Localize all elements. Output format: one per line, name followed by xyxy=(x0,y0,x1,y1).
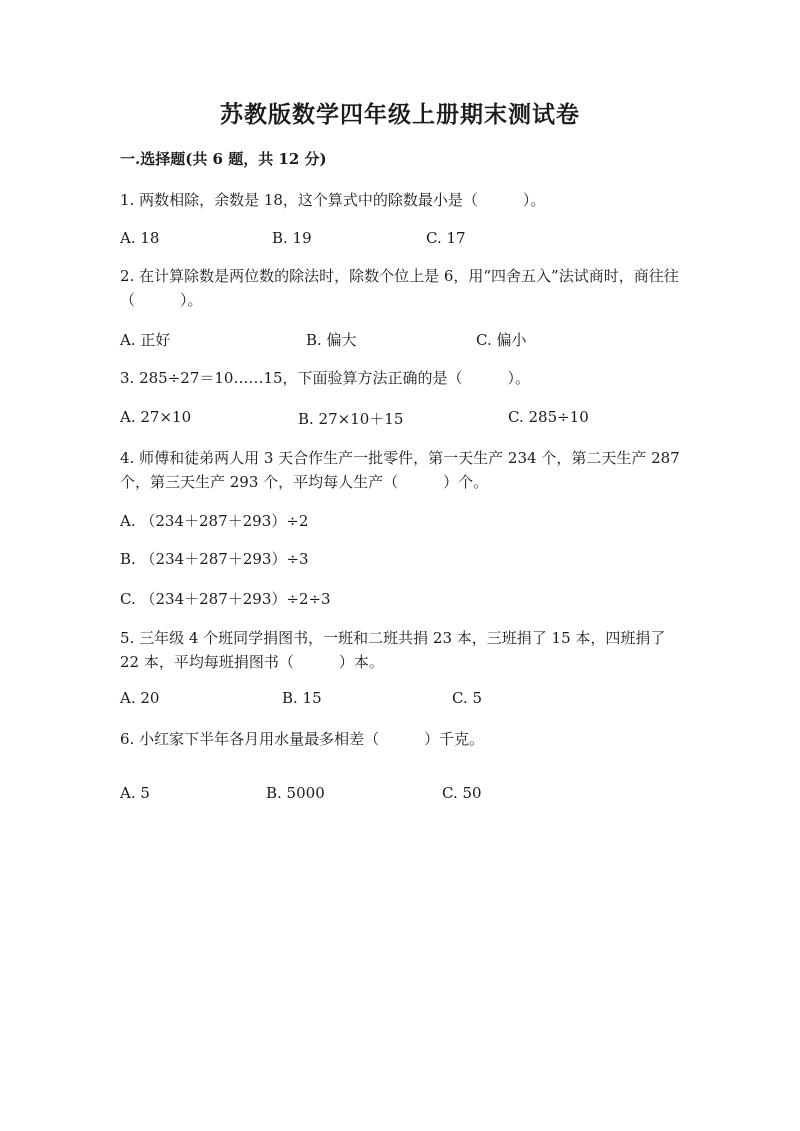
question-1: 1. 两数相除，余数是 18，这个算式中的除数最小是（ ）。 xyxy=(120,191,546,209)
option-b[interactable]: B. 19 xyxy=(272,229,312,247)
option-a[interactable]: A. 20 xyxy=(120,689,160,707)
page-title: 苏教版数学四年级上册期末测试卷 xyxy=(220,101,580,128)
question-1-options xyxy=(120,229,720,251)
option-a[interactable]: A. （234＋287＋293）÷2 xyxy=(120,512,309,530)
option-b[interactable]: B. 5000 xyxy=(266,784,325,802)
option-c[interactable]: C. 17 xyxy=(426,229,466,247)
option-c[interactable]: C. （234＋287＋293）÷2÷3 xyxy=(120,590,331,608)
question-5-options xyxy=(120,689,720,711)
option-a[interactable]: A. 5 xyxy=(120,784,150,802)
question-6-options xyxy=(120,784,720,806)
question-5: 5. 三年级 4 个班同学捐图书，一班和二班共捐 23 本，三班捐了 15 本，四班捐了 22 本，平均每班捐图书（ ）本。 xyxy=(120,629,666,671)
question-6: 6. 小红家下半年各月用水量最多相差（ ）千克。 xyxy=(120,730,485,748)
question-2: 2. 在计算除数是两位数的除法时，除数个位上是 6，用“四舍五入”法试商时，商往往（ ）。 xyxy=(120,267,679,309)
option-b[interactable]: B. （234＋287＋293）÷3 xyxy=(120,550,309,568)
option-a[interactable]: A. 27×10 xyxy=(120,408,192,426)
option-b[interactable]: B. 15 xyxy=(282,689,322,707)
option-c[interactable]: C. 50 xyxy=(442,784,482,802)
section-heading: 一.选择题(共 6 题，共 12 分) xyxy=(120,150,327,168)
option-a[interactable]: A. 正好 xyxy=(120,331,171,349)
option-c[interactable]: C. 偏小 xyxy=(476,331,527,349)
question-3: 3. 285÷27＝10……15，下面验算方法正确的是（ ）。 xyxy=(120,369,531,387)
option-a[interactable]: A. 18 xyxy=(120,229,160,247)
question-2-options xyxy=(120,329,720,351)
option-c[interactable]: C. 285÷10 xyxy=(508,408,589,426)
option-b[interactable]: B. 偏大 xyxy=(306,331,357,349)
question-4: 4. 师傅和徒弟两人用 3 天合作生产一批零件，第一天生产 234 个，第二天生产 287 个，第三天生产 293 个，平均每人生产（ ）个。 xyxy=(120,449,680,491)
option-b[interactable]: B. 27×10＋15 xyxy=(298,410,404,428)
question-3-options xyxy=(120,408,720,430)
option-c[interactable]: C. 5 xyxy=(452,689,483,707)
